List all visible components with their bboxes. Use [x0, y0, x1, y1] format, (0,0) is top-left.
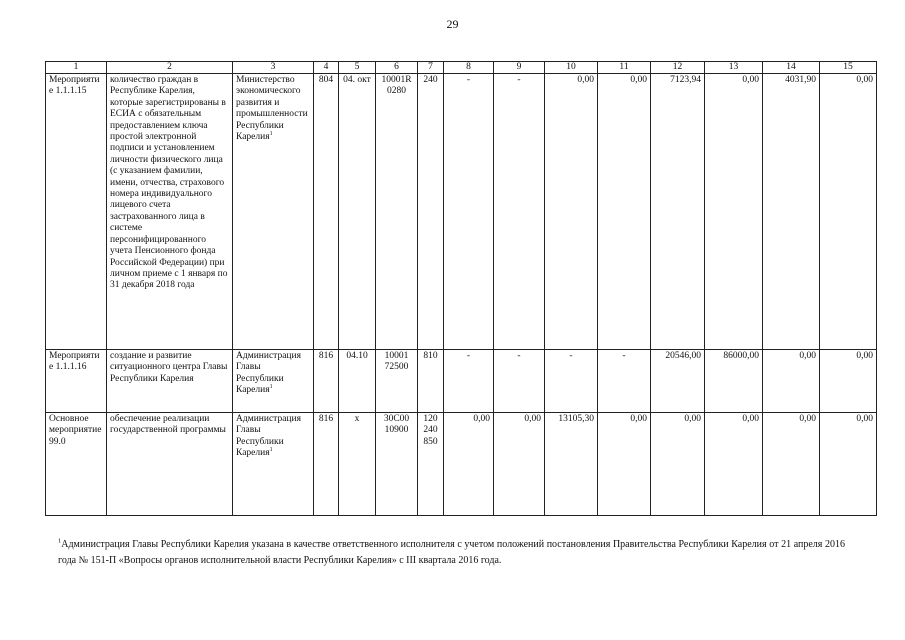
responsible-executor — [233, 74, 314, 350]
cell-value: 0,00 — [763, 350, 820, 413]
footnote-marker: 1 — [58, 537, 62, 545]
cell-value: 0,00 — [820, 74, 877, 350]
col-header-4: 4 — [314, 62, 339, 74]
col-header-2: 2 — [107, 62, 233, 74]
footnote-ref: 1 — [269, 130, 273, 137]
executor-name: Администрация Главы Республики Карелия — [236, 351, 301, 396]
cell-value: 0,00 — [494, 413, 545, 516]
cell-value: 0,00 — [545, 74, 598, 350]
cell-value: - — [494, 74, 545, 350]
col-header-8: 8 — [444, 62, 494, 74]
footnote-ref: 1 — [269, 447, 273, 454]
cell-value: 0,00 — [444, 413, 494, 516]
table-row — [46, 350, 877, 413]
cell-value: - — [494, 350, 545, 413]
footnote-text: Администрация Главы Республики Карелия указана в качестве ответственного исполнителя с учетом положений постановления Правительства Республики Карелия от 21 апреля 2016 года № 151-П «Вопросы органов исполнительной власти Республики Карелия» с III квартала 2016 года. — [58, 539, 845, 566]
cell-value: 0,00 — [763, 413, 820, 516]
measure-name: Мероприятие 1.1.1.16 — [46, 350, 107, 413]
budget-table — [45, 61, 877, 516]
cell-value: 0,00 — [598, 74, 651, 350]
cell-value: 0,00 — [598, 413, 651, 516]
col-header-13: 13 — [705, 62, 763, 74]
cell-expense-type: 810 — [418, 350, 444, 413]
cell-value: 7123,94 — [651, 74, 705, 350]
cell-value: 20546,00 — [651, 350, 705, 413]
cell-expense-type: 240 — [418, 74, 444, 350]
measure-name: Основное мероприятие 99.0 — [46, 413, 107, 516]
col-header-3: 3 — [233, 62, 314, 74]
col-header-5: 5 — [339, 62, 376, 74]
footnote-ref: 1 — [269, 384, 273, 391]
col-header-11: 11 — [598, 62, 651, 74]
col-header-10: 10 — [545, 62, 598, 74]
cell-value: 86000,00 — [705, 350, 763, 413]
cell-target-article: 10001 72500 — [376, 350, 418, 413]
cell-value: - — [545, 350, 598, 413]
cell-section: 04.10 — [339, 350, 376, 413]
cell-value: 0,00 — [705, 74, 763, 350]
col-header-14: 14 — [763, 62, 820, 74]
responsible-executor — [233, 350, 314, 413]
col-header-9: 9 — [494, 62, 545, 74]
measure-description: обеспечение реализации государственной программы — [107, 413, 233, 516]
cell-value: - — [598, 350, 651, 413]
cell-value: - — [444, 74, 494, 350]
cell-value: 4031,90 — [763, 74, 820, 350]
cell-value: 13105,30 — [545, 413, 598, 516]
executor-name: Администрация Главы Республики Карелия — [236, 414, 301, 459]
cell-value: 0,00 — [820, 350, 877, 413]
responsible-executor — [233, 413, 314, 516]
executor-name: Министерство экономического развития и промышленности Республики Карелия — [236, 75, 308, 143]
col-header-7: 7 — [418, 62, 444, 74]
cell-expense-type: 120 240 850 — [418, 413, 444, 516]
cell-section: 04. окт — [339, 74, 376, 350]
cell-value: 0,00 — [705, 413, 763, 516]
table-row — [46, 74, 877, 350]
cell-value: 0,00 — [651, 413, 705, 516]
measure-name: Мероприятие 1.1.1.15 — [46, 74, 107, 350]
cell-grbs: 816 — [314, 413, 339, 516]
table-row — [46, 413, 877, 516]
col-header-6: 6 — [376, 62, 418, 74]
cell-grbs: 816 — [314, 350, 339, 413]
cell-value: 0,00 — [820, 413, 877, 516]
measure-description: количество граждан в Республике Карелия, которые зарегистрированы в ЕСИА с обязательным предоставлением ключа простой электронной подписи и установлением личности физического лица (с указанием фамилии, имени, отчества, страхового номера индивидуального лицевого счета застрахованного лица в системе персонифицированного учета Пенсионного фонда Российской Федерации) при личном приеме с 1 января по 31 декабря 2018 года — [107, 74, 233, 350]
measure-description: создание и развитие ситуационного центра Главы Республики Карелия — [107, 350, 233, 413]
cell-grbs: 804 — [314, 74, 339, 350]
cell-section: х — [339, 413, 376, 516]
cell-value: - — [444, 350, 494, 413]
col-header-15: 15 — [820, 62, 877, 74]
cell-target-article: 10001R 0280 — [376, 74, 418, 350]
cell-target-article: 30С00 10900 — [376, 413, 418, 516]
col-header-12: 12 — [651, 62, 705, 74]
header-row — [46, 62, 877, 74]
footnote — [58, 537, 845, 569]
col-header-1: 1 — [46, 62, 107, 74]
page-number: 29 — [446, 17, 459, 31]
